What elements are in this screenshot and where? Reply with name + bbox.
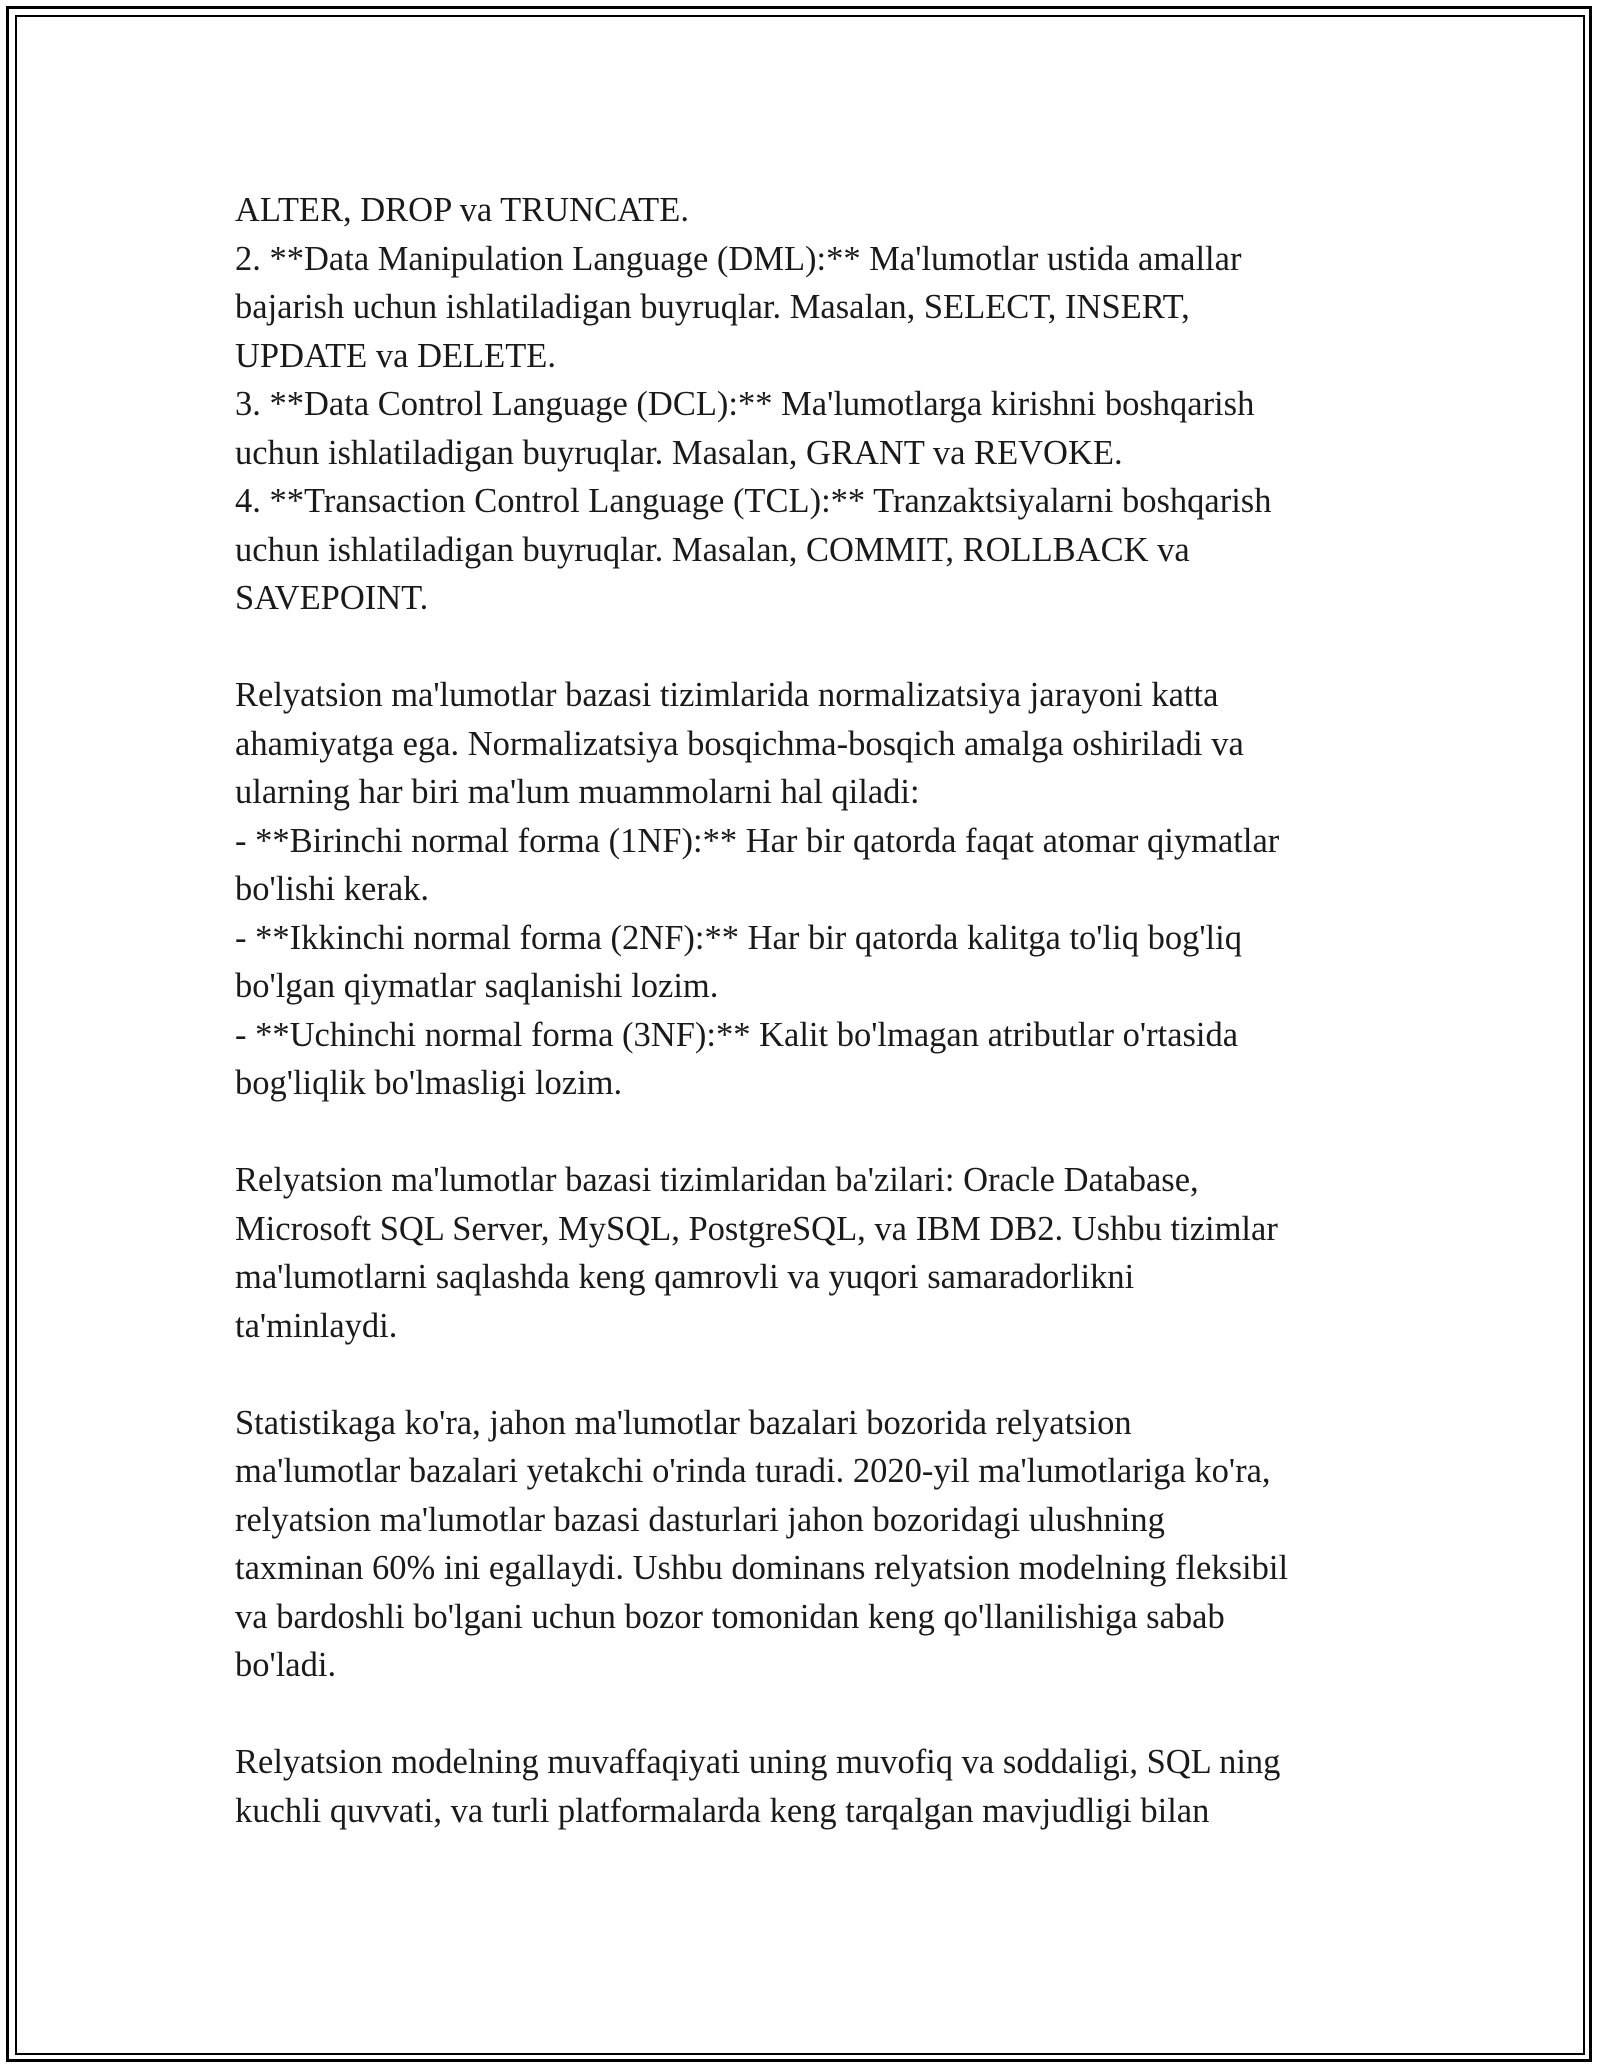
paragraph: [235, 1156, 1375, 1350]
text-line: bajarish uchun ishlatiladigan buyruqlar. Masalan, SELECT, INSERT,: [235, 288, 1190, 326]
text-line: taxminan 60% ini egallaydi. Ushbu dominans relyatsion modelning fleksibil: [235, 1549, 1289, 1587]
paragraph-gap: [235, 1690, 1375, 1739]
text-line: relyatsion ma'lumotlar bazasi dasturlari jahon bozoridagi ulushning: [235, 1500, 1165, 1539]
text-line: 2. **Data Manipulation Language (DML):** Ma'lumotlar ustida amallar: [235, 239, 1242, 278]
paragraph: [235, 1399, 1375, 1690]
text-line: ularning har biri ma'lum muammolarni hal qiladi:: [235, 773, 920, 811]
text-line: - **Ikkinchi normal forma (2NF):** Har bir qatorda kalitga to'liq bog'liq: [235, 918, 1242, 957]
text-line: Relyatsion ma'lumotlar bazasi tizimlaridan ba'zilari: Oracle Database,: [235, 1161, 1199, 1199]
text-line: - **Birinchi normal forma (1NF):** Har bir qatorda faqat atomar qiymatlar: [235, 821, 1280, 860]
text-line: bo'lgan qiymatlar saqlanishi lozim.: [235, 967, 719, 1005]
text-line: ahamiyatga ega. Normalizatsiya bosqichma-bosqich amalga oshiriladi va: [235, 724, 1244, 763]
text-line: Relyatsion ma'lumotlar bazasi tizimlarida normalizatsiya jarayoni katta: [235, 676, 1219, 714]
document-body: [235, 186, 1375, 1835]
text-line: uchun ishlatiladigan buyruqlar. Masalan, GRANT va REVOKE.: [235, 433, 1123, 472]
text-line: Relyatsion modelning muvaffaqiyati uning muvofiq va soddaligi, SQL ning: [235, 1743, 1281, 1781]
text-line: ta'minlaydi.: [235, 1306, 398, 1345]
text-line: Statistikaga ko'ra, jahon ma'lumotlar bazalari bozorida relyatsion: [235, 1403, 1132, 1442]
text-line: SAVEPOINT.: [235, 579, 429, 617]
text-line: bog'liqlik bo'lmasligi lozim.: [235, 1064, 623, 1102]
text-line: ALTER, DROP va TRUNCATE.: [235, 191, 689, 229]
text-line: ma'lumotlar bazalari yetakchi o'rinda turadi. 2020-yil ma'lumotlariga ko'ra,: [235, 1452, 1271, 1490]
text-line: 3. **Data Control Language (DCL):** Ma'lumotlarga kirishni boshqarish: [235, 385, 1255, 423]
paragraph-gap: [235, 1350, 1375, 1399]
paragraph: [235, 671, 1375, 1108]
paragraph: [235, 186, 1375, 623]
text-line: ma'lumotlarni saqlashda keng qamrovli va yuqori samaradorlikni: [235, 1258, 1135, 1296]
text-line: va bardoshli bo'lgani uchun bozor tomonidan keng qo'llanilishiga sabab: [235, 1597, 1225, 1636]
text-line: kuchli quvvati, va turli platformalarda keng tarqalgan mavjudligi bilan: [235, 1791, 1210, 1830]
text-line: bo'lishi kerak.: [235, 870, 430, 908]
text-line: Microsoft SQL Server, MySQL, PostgreSQL, va IBM DB2. Ushbu tizimlar: [235, 1209, 1278, 1248]
text-line: UPDATE va DELETE.: [235, 336, 556, 375]
paragraph-gap: [235, 623, 1375, 672]
paragraph-gap: [235, 1108, 1375, 1157]
text-line: 4. **Transaction Control Language (TCL):** Tranzaktsiyalarni boshqarish: [235, 482, 1272, 520]
text-line: uchun ishlatiladigan buyruqlar. Masalan, COMMIT, ROLLBACK va: [235, 530, 1190, 569]
paragraph: [235, 1738, 1375, 1835]
text-line: - **Uchinchi normal forma (3NF):** Kalit bo'lmagan atributlar o'rtasida: [235, 1015, 1239, 1054]
text-line: bo'ladi.: [235, 1646, 337, 1684]
